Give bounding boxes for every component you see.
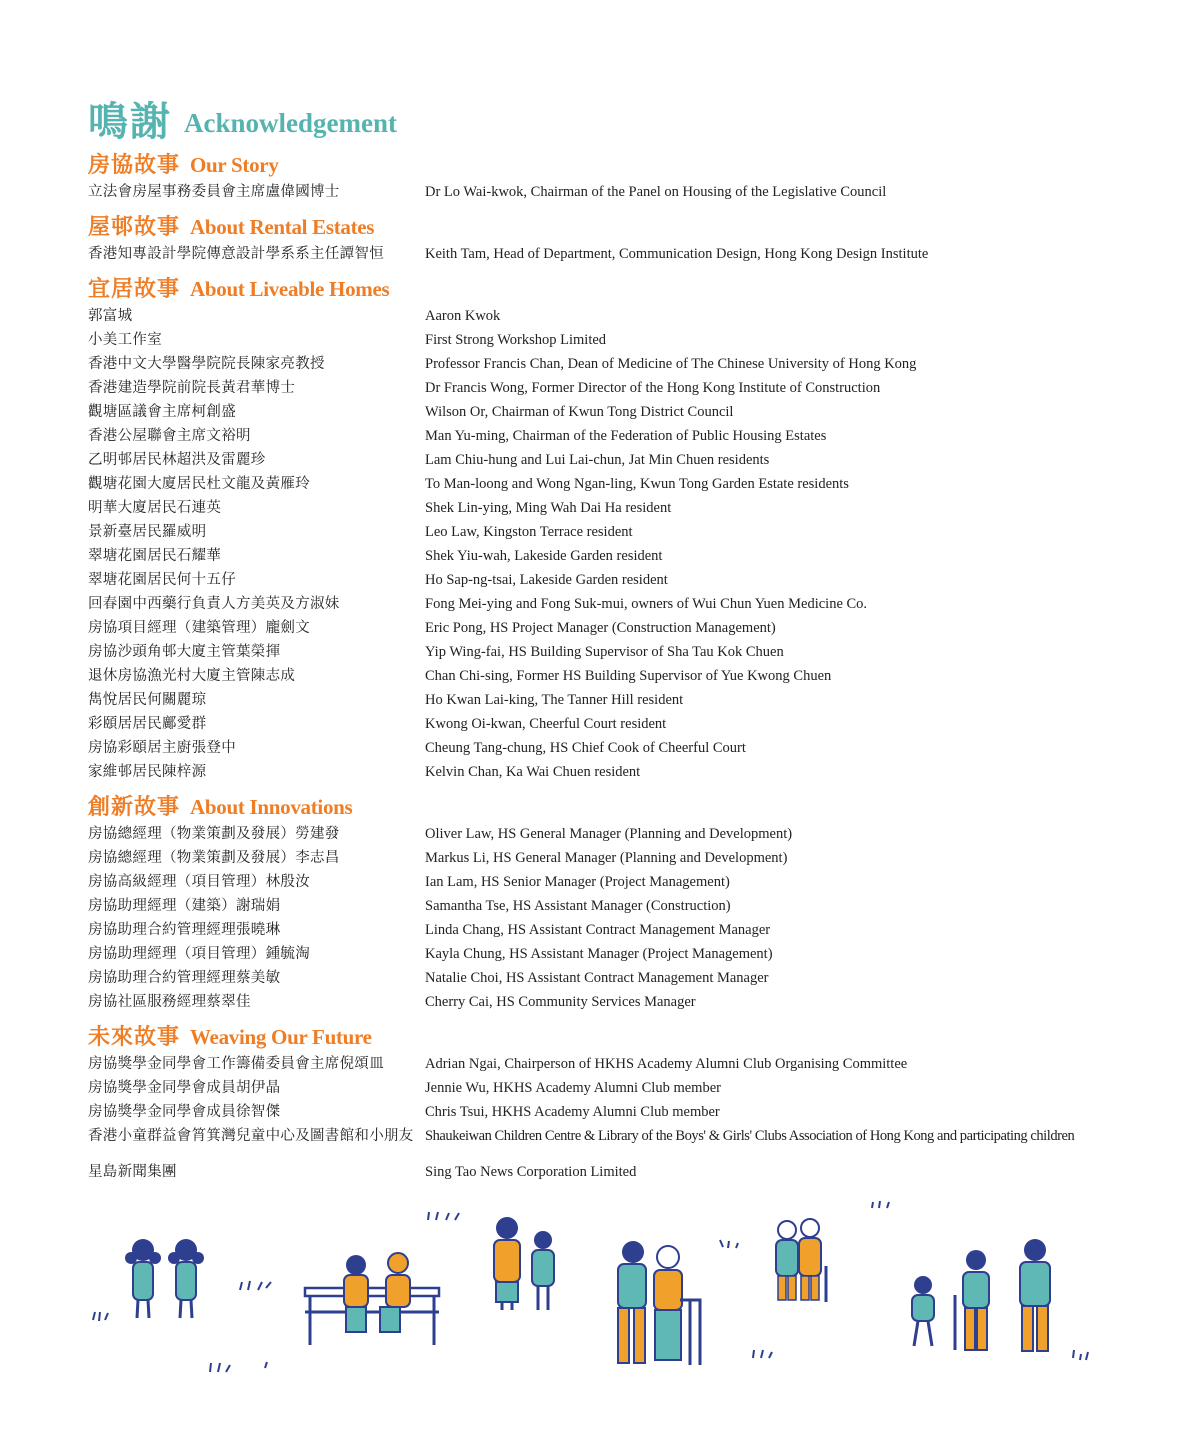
name-zh: 房協獎學金同學會成員徐智傑 xyxy=(88,1104,281,1120)
two-girls-icon xyxy=(125,1239,204,1318)
list-item xyxy=(88,688,1168,712)
section-heading-zh: 房協故事 xyxy=(88,152,181,177)
list-item xyxy=(88,1076,1168,1100)
list-item xyxy=(88,424,1168,448)
name-zh: 房協社區服務經理蔡翠佳 xyxy=(88,994,251,1010)
name-en: Shek Yiu-wah, Lakeside Garden resident xyxy=(425,548,663,564)
name-zh: 房協彩頤居主廚張登中 xyxy=(88,740,236,756)
section-heading-zh: 屋邨故事 xyxy=(88,214,181,239)
name-zh: 房協獎學金同學會成員胡伊晶 xyxy=(88,1080,281,1096)
list-item xyxy=(88,568,1168,592)
name-en: To Man-loong and Wong Ngan-ling, Kwun Tong Garden Estate residents xyxy=(425,476,849,492)
section-heading-weaving-future xyxy=(88,1022,1168,1052)
section-heading-zh: 宜居故事 xyxy=(88,276,181,301)
list-item xyxy=(88,328,1168,352)
name-zh: 翠塘花園居民何十五仔 xyxy=(88,572,236,588)
list-item xyxy=(88,712,1168,736)
list-item xyxy=(88,760,1168,784)
list-item xyxy=(88,1052,1168,1076)
name-zh: 乙明邨居民林超洪及雷麗珍 xyxy=(88,452,266,468)
name-zh: 家維邨居民陳梓源 xyxy=(88,764,207,780)
name-zh: 明華大廈居民石連英 xyxy=(88,500,222,516)
list-item xyxy=(88,448,1168,472)
name-zh: 香港公屋聯會主席文裕明 xyxy=(88,428,251,444)
elderly-couple-icon xyxy=(776,1219,826,1302)
name-zh: 房協項目經理（建築管理）龐劍文 xyxy=(88,620,310,636)
list-item xyxy=(88,496,1168,520)
acknowledgement-list xyxy=(88,150,1168,1184)
name-en: Leo Law, Kingston Terrace resident xyxy=(425,524,633,540)
caregiver-with-walker-icon xyxy=(618,1241,700,1365)
name-zh: 小美工作室 xyxy=(88,332,162,348)
name-en: Dr Francis Wong, Former Director of the Hong Kong Institute of Construction xyxy=(425,380,881,396)
name-en: Oliver Law, HS General Manager (Planning and Development) xyxy=(425,826,793,842)
name-zh: 香港知專設計學院傳意設計學系系主任譚智恒 xyxy=(88,246,384,262)
page-title xyxy=(88,90,397,147)
list-item xyxy=(88,180,1168,204)
grass-tufts xyxy=(93,1201,1088,1372)
list-item xyxy=(88,942,1168,966)
name-zh: 退休房協漁光村大廈主管陳志成 xyxy=(88,668,296,684)
name-en: Cherry Cai, HS Community Services Manager xyxy=(425,994,696,1010)
name-zh: 房協高級經理（項目管理）林殷汝 xyxy=(88,874,310,890)
section-heading-en: About Innovations xyxy=(190,795,353,819)
list-item xyxy=(88,520,1168,544)
list-item xyxy=(88,918,1168,942)
name-en: Man Yu-ming, Chairman of the Federation of Public Housing Estates xyxy=(425,428,827,444)
list-item xyxy=(88,870,1168,894)
name-zh: 星島新聞集團 xyxy=(88,1164,177,1180)
list-item xyxy=(88,242,1168,266)
section-heading-zh: 創新故事 xyxy=(88,794,181,819)
list-item xyxy=(88,400,1168,424)
name-en: Keith Tam, Head of Department, Communication Design, Hong Kong Design Institute xyxy=(425,246,929,262)
list-item xyxy=(88,736,1168,760)
section-heading-zh: 未來故事 xyxy=(88,1024,181,1049)
list-item xyxy=(88,640,1168,664)
name-en: Lam Chiu-hung and Lui Lai-chun, Jat Min Chuen residents xyxy=(425,452,770,468)
name-en: Ho Sap-ng-tsai, Lakeside Garden resident xyxy=(425,572,668,588)
name-en: Jennie Wu, HKHS Academy Alumni Club member xyxy=(425,1080,721,1096)
name-zh: 景新臺居民羅威明 xyxy=(88,524,207,540)
name-en: Kelvin Chan, Ka Wai Chuen resident xyxy=(425,764,641,780)
couple-on-bench-icon xyxy=(305,1253,439,1345)
name-en: Fong Mei-ying and Fong Suk-mui, owners of Wui Chun Yuen Medicine Co. xyxy=(425,596,868,612)
name-zh: 房協總經理（物業策劃及發展）勞建發 xyxy=(88,826,340,842)
page-title-en: Acknowledgement xyxy=(184,108,397,138)
list-item xyxy=(88,1100,1168,1124)
name-en: Eric Pong, HS Project Manager (Construction Management) xyxy=(425,620,776,636)
name-en: Linda Chang, HS Assistant Contract Management Manager xyxy=(425,922,771,938)
section-heading-en: Weaving Our Future xyxy=(190,1025,372,1049)
name-en: Markus Li, HS General Manager (Planning and Development) xyxy=(425,850,788,866)
name-zh: 翠塘花園居民石耀華 xyxy=(88,548,222,564)
name-zh: 香港中文大學醫學院院長陳家亮教授 xyxy=(88,356,325,372)
name-zh: 房協助理經理（項目管理）鍾毓淘 xyxy=(88,946,310,962)
name-zh: 房協沙頭角邨大廈主管葉榮揮 xyxy=(88,644,281,660)
name-en: Chan Chi-sing, Former HS Building Supervisor of Yue Kwong Chuen xyxy=(425,668,832,684)
name-zh: 房協助理合約管理經理張曉琳 xyxy=(88,922,281,938)
name-en: Yip Wing-fai, HS Building Supervisor of Sha Tau Kok Chuen xyxy=(425,644,784,660)
name-en: Samantha Tse, HS Assistant Manager (Construction) xyxy=(425,898,731,914)
name-zh: 郭富城 xyxy=(88,308,133,324)
name-en: Ian Lam, HS Senior Manager (Project Management) xyxy=(425,874,730,890)
list-item xyxy=(88,616,1168,640)
name-zh: 回春園中西藥行負責人方美英及方淑妹 xyxy=(88,596,340,612)
name-en: Shek Lin-ying, Ming Wah Dai Ha resident xyxy=(425,500,672,516)
name-en: Kayla Chung, HS Assistant Manager (Project Management) xyxy=(425,946,773,962)
name-en: Professor Francis Chan, Dean of Medicine of The Chinese University of Hong Kong xyxy=(425,356,917,372)
list-item xyxy=(88,376,1168,400)
section-heading-our-story xyxy=(88,150,1168,180)
name-zh: 雋悅居民何關麗琼 xyxy=(88,692,207,708)
name-zh: 房協總經理（物業策劃及發展）李志昌 xyxy=(88,850,340,866)
list-item xyxy=(88,1124,1168,1148)
name-en: Cheung Tang-chung, HS Chief Cook of Cheerful Court xyxy=(425,740,746,756)
list-item xyxy=(88,990,1168,1014)
section-heading-en: Our Story xyxy=(190,153,279,177)
section-heading-rental-estates xyxy=(88,212,1168,242)
section-heading-innovations xyxy=(88,792,1168,822)
name-en: Chris Tsui, HKHS Academy Alumni Club member xyxy=(425,1104,720,1120)
list-item xyxy=(88,894,1168,918)
list-item xyxy=(88,592,1168,616)
list-item xyxy=(88,822,1168,846)
name-zh: 香港建造學院前院長黃君華博士 xyxy=(88,380,296,396)
list-item xyxy=(88,304,1168,328)
name-en: Sing Tao News Corporation Limited xyxy=(425,1164,637,1180)
list-item xyxy=(88,966,1168,990)
list-item xyxy=(88,352,1168,376)
name-en: Shaukeiwan Children Centre & Library of the Boys' & Girls' Clubs Association of Hong Kong and participating children xyxy=(425,1128,1075,1144)
name-en: Natalie Choi, HS Assistant Contract Management Manager xyxy=(425,970,769,986)
name-en: Aaron Kwok xyxy=(425,308,501,324)
name-zh: 觀塘區議會主席柯創盛 xyxy=(88,404,236,420)
name-en: First Strong Workshop Limited xyxy=(425,332,607,348)
name-zh: 香港小童群益會筲箕灣兒童中心及圖書館和小朋友 xyxy=(88,1128,414,1144)
name-en: Ho Kwan Lai-king, The Tanner Hill resident xyxy=(425,692,684,708)
name-zh: 房協助理合約管理經理蔡美敏 xyxy=(88,970,281,986)
name-en: Dr Lo Wai-kwok, Chairman of the Panel on Housing of the Legislative Council xyxy=(425,184,887,200)
name-zh: 立法會房屋事務委員會主席盧偉國博士 xyxy=(88,184,340,200)
community-illustration xyxy=(0,1200,1190,1400)
name-zh: 房協助理經理（建築）謝瑞娟 xyxy=(88,898,281,914)
list-item xyxy=(88,472,1168,496)
adult-and-child-icon xyxy=(494,1217,554,1310)
section-heading-en: About Liveable Homes xyxy=(190,277,390,301)
list-item xyxy=(88,1160,1168,1184)
family-group-icon xyxy=(912,1239,1050,1351)
name-en: Wilson Or, Chairman of Kwun Tong District Council xyxy=(425,404,734,420)
section-heading-en: About Rental Estates xyxy=(190,215,375,239)
name-en: Adrian Ngai, Chairperson of HKHS Academy Alumni Club Organising Committee xyxy=(425,1056,908,1072)
name-zh: 彩頤居居民鄺愛群 xyxy=(88,716,207,732)
page-title-zh: 鳴謝 xyxy=(88,99,172,144)
name-zh: 房協獎學金同學會工作籌備委員會主席倪頌皿 xyxy=(88,1056,384,1072)
list-item xyxy=(88,544,1168,568)
list-item xyxy=(88,664,1168,688)
section-heading-liveable-homes xyxy=(88,274,1168,304)
name-en: Kwong Oi-kwan, Cheerful Court resident xyxy=(425,716,667,732)
list-item xyxy=(88,846,1168,870)
name-zh: 觀塘花園大廈居民杜文龍及黃雁玲 xyxy=(88,476,310,492)
